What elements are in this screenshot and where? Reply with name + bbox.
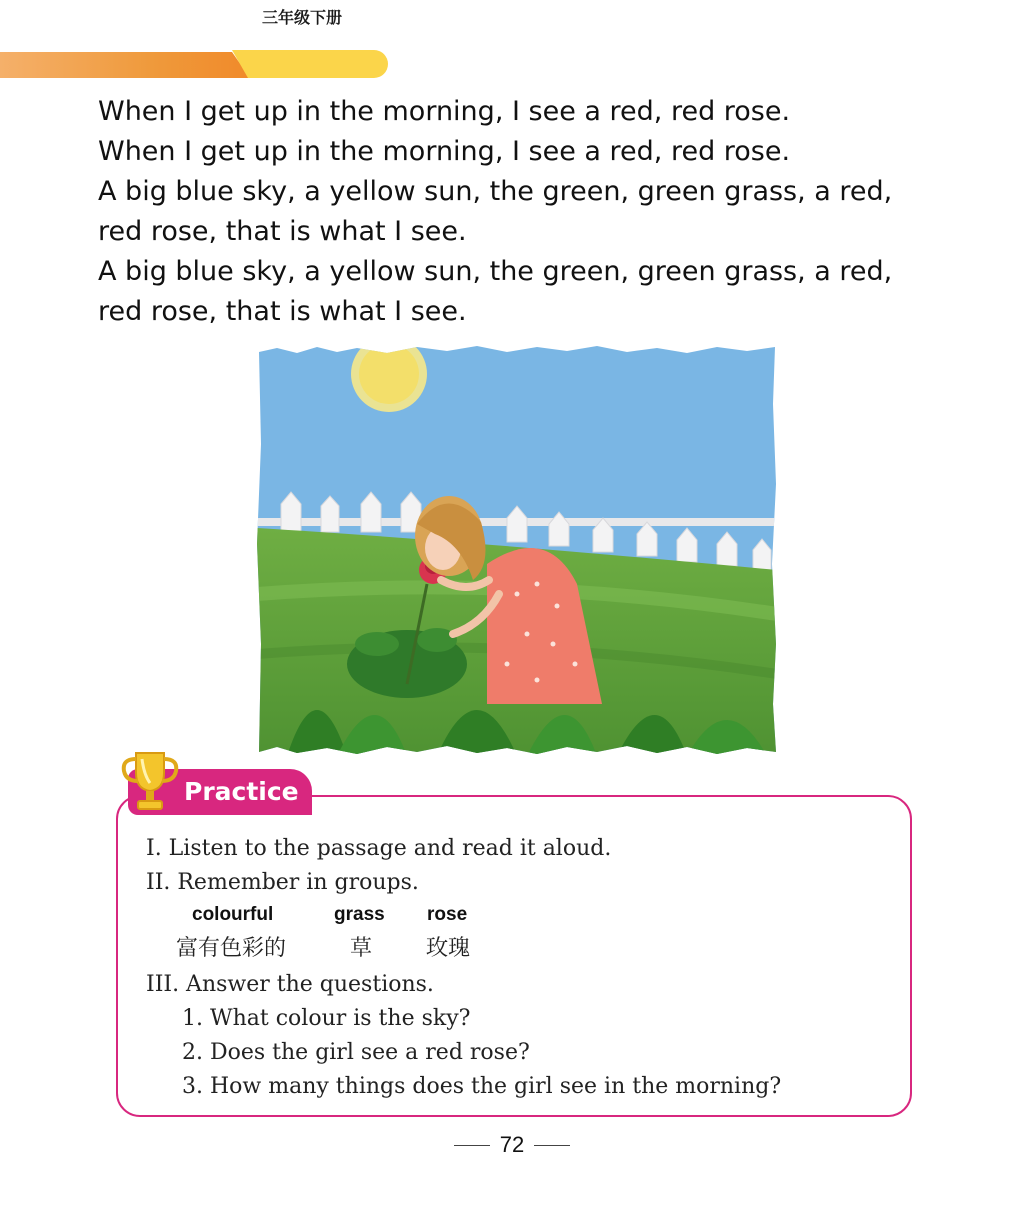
practice-title: Practice — [184, 777, 299, 806]
vocab-word-rose: rose — [427, 904, 468, 925]
passage-line: A big blue sky, a yellow sun, the green, green grass, a red, — [98, 176, 893, 207]
passage-line: When I get up in the morning, I see a red, red rose. — [98, 136, 791, 167]
vocab-meaning-colourful: 富有色彩的 — [176, 936, 287, 961]
question-1: 1. What colour is the sky? — [182, 1006, 471, 1031]
page-header — [0, 46, 400, 80]
vocab-word-grass: grass — [334, 904, 385, 925]
header-yellow-band — [232, 50, 388, 78]
task-answer: III. Answer the questions. — [146, 972, 434, 997]
passage-line: A big blue sky, a yellow sun, the green, green grass, a red, — [98, 256, 893, 287]
page-number-footer — [454, 1130, 570, 1160]
vocab-meaning-grass: 草 — [350, 936, 373, 961]
trophy-icon — [118, 745, 182, 815]
question-2: 2. Does the girl see a red rose? — [182, 1040, 530, 1065]
passage-line: red rose, that is what I see. — [98, 296, 467, 327]
garden-illustration — [257, 344, 777, 756]
grade-title: 三年级下册 — [262, 8, 343, 27]
task-remember: II. Remember in groups. — [146, 870, 419, 895]
question-3: 3. How many things does the girl see in the morning? — [182, 1074, 782, 1099]
task-listen: I. Listen to the passage and read it aloud. — [146, 836, 612, 861]
vocab-word-colourful: colourful — [192, 904, 274, 925]
reading-passage — [98, 92, 938, 332]
book-series-title: 英语进阶阅读 — [104, 9, 207, 28]
vocab-meaning-rose: 玫瑰 — [426, 936, 471, 961]
passage-line: When I get up in the morning, I see a red, red rose. — [98, 96, 791, 127]
passage-line: red rose, that is what I see. — [98, 216, 467, 247]
header-orange-band — [0, 52, 250, 78]
page-number: 72 — [499, 1132, 525, 1157]
